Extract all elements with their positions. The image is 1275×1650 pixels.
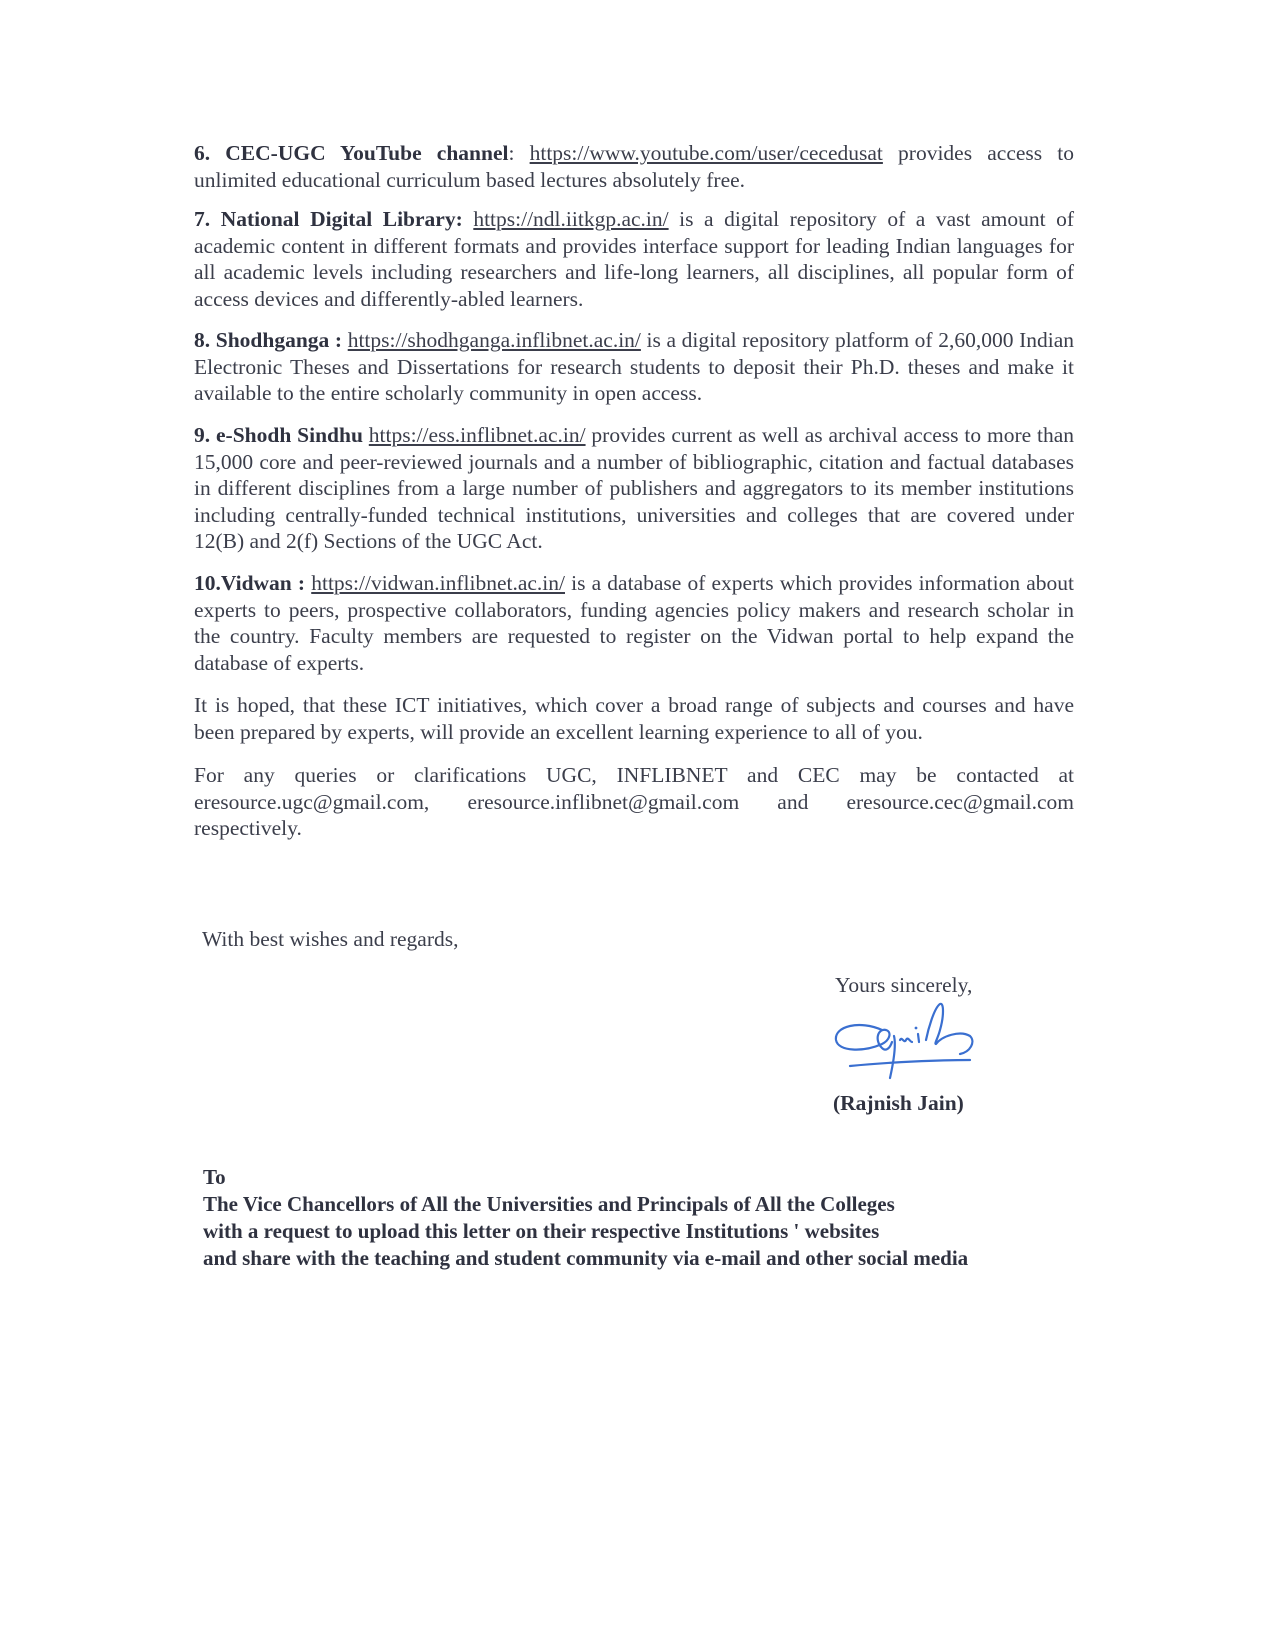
item-number: 6. xyxy=(194,141,211,165)
item-text: is a digital repository of a vast amount of academic content in different formats and provides interface support for leading Indian languages for all academic levels including researchers and life-long learners, all disciplines, all popular form of access devices and differently-abled learners. xyxy=(194,207,1075,311)
item-text: provides current as well as archival access to more than 15,000 core and peer-reviewed journals and a number of bibliographic, citation and factual databases in different disciplines from a large number of publishers and aggregators to its member institutions including centrally-funded technical institutions, universities and colleges that are covered under 12(B) and 2(f) Sections of the UGC Act. xyxy=(194,423,1075,554)
addressee-line: and share with the teaching and student community via e-mail and other social media xyxy=(203,1246,969,1270)
yours-sincerely-text: Yours sincerely, xyxy=(835,973,973,997)
item-title: Shodhganga : xyxy=(215,328,343,352)
item-number: 7. xyxy=(194,207,211,231)
contact-paragraph: For any queries or clarifications UGC, INFLIBNET and CEC may be contacted at eresource.ugc@gmail.com, eresource.inflibnet@gmail.com and eresource.cec@gmail.com respectively. xyxy=(194,763,1074,841)
item-e-shodh-sindhu xyxy=(194,422,1074,555)
ess-link[interactable]: https://ess.inflibnet.ac.in/ xyxy=(368,423,586,447)
addressee-to: To xyxy=(203,1165,226,1189)
item-text: is a database of experts which provides information about experts to peers, prospective collaborators, funding agencies policy makers and research scholar in the country. Faculty members are requested to register on the Vidwan portal to help expand the database of experts. xyxy=(194,571,1074,675)
item-separator: : xyxy=(508,141,515,165)
item-title: National Digital Library: xyxy=(220,207,463,231)
item-cec-ugc-youtube xyxy=(194,140,1074,193)
signature-icon xyxy=(830,1000,980,1090)
item-number: 9. xyxy=(194,423,211,447)
addressee-line: The Vice Chancellors of All the Universities and Principals of All the Colleges xyxy=(203,1192,895,1216)
hope-paragraph: It is hoped, that these ICT initiatives, which cover a broad range of subjects and courses and have been prepared by experts, will provide an excellent learning experience to all of you. xyxy=(194,693,1074,744)
item-text: provides access to unlimited educational curriculum based lectures absolutely free. xyxy=(194,141,1075,192)
signatory-name: (Rajnish Jain) xyxy=(833,1091,964,1115)
item-vidwan xyxy=(194,570,1074,676)
item-shodhganga xyxy=(194,327,1074,407)
youtube-link[interactable]: https://www.youtube.com/user/cecedusat xyxy=(529,141,883,165)
item-number: 10. xyxy=(194,571,221,595)
ndl-link[interactable]: https://ndl.iitkgp.ac.in/ xyxy=(473,207,669,231)
addressee-line: with a request to upload this letter on their respective Institutions ' websites xyxy=(203,1219,880,1243)
item-title: Vidwan : xyxy=(220,571,306,595)
item-text: is a digital repository platform of 2,60,000 Indian Electronic Theses and Dissertations for research students to deposit their Ph.D. theses and make it available to the entire scholarly community in open access. xyxy=(194,328,1074,406)
vidwan-link[interactable]: https://vidwan.inflibnet.ac.in/ xyxy=(311,571,565,595)
item-national-digital-library xyxy=(194,206,1074,312)
item-title: CEC-UGC YouTube channel xyxy=(225,141,509,165)
addressee-block xyxy=(203,1164,968,1272)
item-number: 8. xyxy=(194,328,211,352)
shodhganga-link[interactable]: https://shodhganga.inflibnet.ac.in/ xyxy=(347,328,641,352)
regards-text: With best wishes and regards, xyxy=(202,927,459,951)
item-title: e-Shodh Sindhu xyxy=(216,423,363,447)
